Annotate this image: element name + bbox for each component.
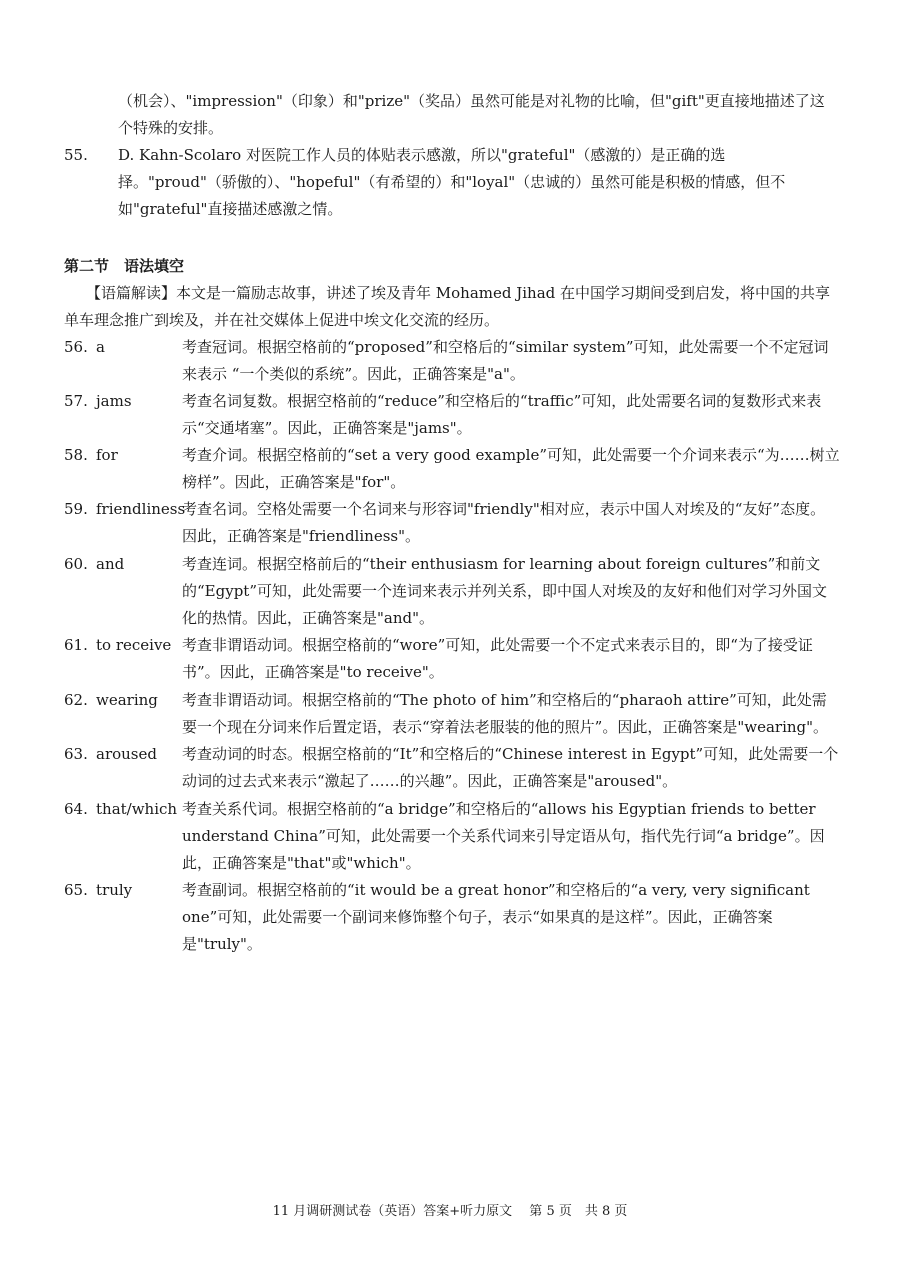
item-explanation: 考查介词。根据空格前的“set a very good example”可知，此处需要一个介词来表示“为……树立榜样”。因此，正确答案是"for"。 bbox=[182, 446, 840, 491]
answer-item bbox=[64, 687, 840, 741]
item-explanation: 考查动词的时态。根据空格前的“It”和空格后的“Chinese interest in Egypt”可知，此处需要一个动词的过去式来表示“激起了……的兴趣”。因此，正确答案是"aroused"。 bbox=[182, 745, 839, 790]
item-answer: friendliness bbox=[96, 500, 186, 518]
item-answer: aroused bbox=[96, 745, 157, 763]
item-number: 62. bbox=[64, 691, 88, 709]
passage-intro: 【语篇解读】本文是一篇励志故事，讲述了埃及青年 Mohamed Jihad 在中国学习期间受到启发，将中国的共享单车理念推广到埃及，并在社交媒体上促进中埃文化交流的经历。 bbox=[64, 284, 831, 329]
item-explanation: 考查非谓语动词。根据空格前的“The photo of him”和空格后的“pharaoh attire”可知，此处需要一个现在分词来作后置定语，表示“穿着法老服装的他的照片”。因此，正确答案是"wearing"。 bbox=[182, 691, 829, 736]
item-explanation: 考查非谓语动词。根据空格前的“wore”可知，此处需要一个不定式来表示目的，即“为了接受证书”。因此，正确答案是"to receive"。 bbox=[182, 636, 813, 681]
item-number: 57. bbox=[64, 392, 88, 410]
answer-item bbox=[64, 877, 840, 958]
answer-item bbox=[64, 632, 840, 686]
answer-item bbox=[64, 388, 840, 442]
section-title: 第二节 语法填空 bbox=[64, 257, 185, 275]
q54-continuation: （机会）、"impression"（印象）和"prize"（奖品）虽然可能是对礼物的比喻，但"gift"更直接地描述了这个特殊的安排。 bbox=[118, 92, 825, 137]
item-number: 58. bbox=[64, 446, 88, 464]
answer-item bbox=[64, 496, 840, 550]
item-explanation: 考查关系代词。根据空格前的“a bridge”和空格后的“allows his Egyptian friends to better understand China”可知，此处需要一个关系代词来引导定语从句，指代先行词“a bridge”。因此，正确答案是"that"或"which"。 bbox=[182, 800, 825, 872]
item-answer: to receive bbox=[96, 636, 172, 654]
item-number: 61. bbox=[64, 636, 88, 654]
item-answer: for bbox=[96, 446, 118, 464]
answer-item bbox=[64, 442, 840, 496]
item-number: 63. bbox=[64, 745, 88, 763]
item-number: 56. bbox=[64, 338, 88, 356]
item-explanation: 考查名词。空格处需要一个名词来与形容词"friendly"相对应，表示中国人对埃及的“友好”态度。因此，正确答案是"friendliness"。 bbox=[182, 500, 826, 545]
item-explanation: 考查名词复数。根据空格前的“reduce”和空格后的“traffic”可知，此处需要名词的复数形式来表示“交通堵塞”。因此，正确答案是"jams"。 bbox=[182, 392, 822, 437]
item-number: 65. bbox=[64, 881, 88, 899]
question-55 bbox=[64, 142, 838, 223]
item-number: 64. bbox=[64, 800, 88, 818]
item-answer: that/which bbox=[96, 800, 178, 818]
item-answer: a bbox=[96, 338, 105, 356]
item-explanation: 考查冠词。根据空格前的“proposed”和空格后的“similar system”可知，此处需要一个不定冠词来表示 “一个类似的系统”。因此，正确答案是"a"。 bbox=[182, 338, 829, 383]
item-answer: truly bbox=[96, 881, 133, 899]
answer-item bbox=[64, 741, 840, 795]
item-explanation: 考查副词。根据空格前的“it would be a great honor”和空格后的“a very, very significant one”可知，此处需要一个副词来修饰整个句子，表示“如果真的是这样”。因此，正确答案是"truly"。 bbox=[182, 881, 810, 953]
item-number: 59. bbox=[64, 500, 88, 518]
page-footer: 11 月调研测试卷（英语）答案+听力原文 第 5 页 共 8 页 bbox=[272, 1204, 628, 1219]
item-explanation: 考查连词。根据空格前后的“their enthusiasm for learning about foreign cultures”和前文的“Egypt”可知，此处需要一个连词来表示并列关系，即中国人对埃及的友好和他们对学习外国文化的热情。因此，正确答案是"and"。 bbox=[182, 555, 827, 627]
item-answer: and bbox=[96, 555, 125, 573]
item-number: 60. bbox=[64, 555, 88, 573]
question-explanation: D. Kahn-Scolaro 对医院工作人员的体贴表示感激，所以"grateful"（感激的）是正确的选择。"proud"（骄傲的）、"hopeful"（有希望的）和"loyal"（忠诚的）虽然可能是积极的情感，但不如"grateful"直接描述感激之情。 bbox=[118, 146, 786, 218]
answer-item bbox=[64, 334, 840, 388]
question-number: 55. bbox=[64, 146, 88, 164]
item-answer: wearing bbox=[96, 691, 158, 709]
answer-item bbox=[64, 796, 840, 877]
answer-item bbox=[64, 551, 840, 632]
item-answer: jams bbox=[96, 392, 132, 410]
